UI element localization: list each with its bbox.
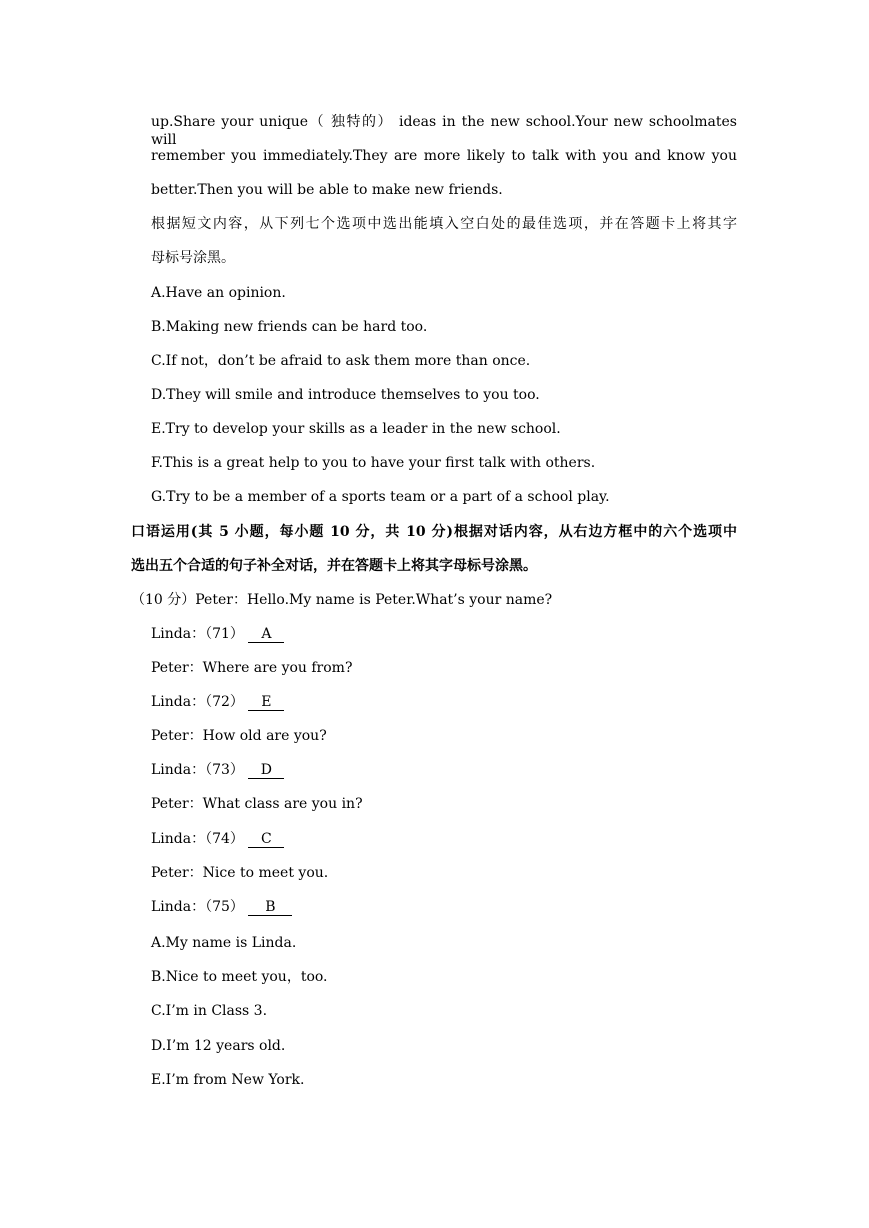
answer-blank: C: [248, 832, 284, 848]
passage-line-3: better.Then you will be able to make new friends.: [151, 182, 503, 198]
answer-blank: B: [248, 900, 292, 916]
dialogue-line-71: [151, 625, 284, 643]
reading-option-a: A.Have an opinion.: [151, 285, 286, 301]
dialogue-line-74: [151, 830, 284, 848]
answer-blank: E: [248, 695, 284, 711]
dialogue-option-a: A.My name is Linda.: [151, 935, 297, 951]
question-number: （75）: [205, 899, 244, 915]
dialogue-option-b: B.Nice to meet you，too.: [151, 969, 328, 985]
question-number: （73）: [205, 762, 244, 778]
dialogue-speaker: Linda：: [151, 626, 206, 642]
dialogue-option-e: E.I’m from New York.: [151, 1072, 305, 1088]
dialogue-intro: （10 分）Peter：Hello.My name is Peter.What’s your name?: [131, 592, 553, 608]
dialogue-option-d: D.I’m 12 years old.: [151, 1038, 286, 1054]
section-heading-line-2: 选出五个合适的句子补全对话，并在答题卡上将其字母标号涂黑。: [131, 558, 537, 574]
dialogue-line-peter-3: Peter：What class are you in?: [151, 796, 363, 812]
section-heading-line-1: 口语运用(其 5 小题，每小题 10 分，共 10 分)根据对话内容，从右边方框中的六个选项中: [131, 524, 737, 540]
dialogue-speaker: Linda：: [151, 831, 206, 847]
dialogue-line-75: [151, 898, 292, 916]
reading-option-d: D.They will smile and introduce themselves to you too.: [151, 387, 540, 403]
dialogue-option-c: C.I’m in Class 3.: [151, 1003, 268, 1019]
reading-option-g: G.Try to be a member of a sports team or a part of a school play.: [151, 489, 610, 505]
dialogue-line-73: [151, 761, 284, 779]
dialogue-speaker: Linda：: [151, 899, 206, 915]
dialogue-line-72: [151, 693, 284, 711]
instructions-line-1: 根据短文内容，从下列七个选项中选出能填入空白处的最佳选项，并在答题卡上将其字: [151, 216, 737, 232]
passage-line-2: remember you immediately.They are more likely to talk with you and know you: [151, 148, 737, 164]
question-number: （72）: [205, 694, 244, 710]
reading-option-e: E.Try to develop your skills as a leader in the new school.: [151, 421, 561, 437]
instructions-line-2: 母标号涂黑。: [151, 250, 235, 266]
reading-option-f: F.This is a great help to you to have your first talk with others.: [151, 455, 596, 471]
dialogue-line-peter-4: Peter：Nice to meet you.: [151, 865, 329, 881]
dialogue-speaker: Linda：: [151, 762, 206, 778]
reading-option-c: C.If not，don’t be afraid to ask them more than once.: [151, 353, 531, 369]
question-number: （71）: [205, 626, 244, 642]
passage-line-1: up.Share your unique（ 独特的） ideas in the new school.Your new schoolmates will: [151, 114, 737, 148]
answer-blank: D: [248, 763, 284, 779]
dialogue-line-peter-2: Peter：How old are you?: [151, 728, 327, 744]
dialogue-line-peter-1: Peter：Where are you from?: [151, 660, 353, 676]
dialogue-speaker: Linda：: [151, 694, 206, 710]
answer-blank: A: [248, 627, 284, 643]
question-number: （74）: [205, 831, 244, 847]
reading-option-b: B.Making new friends can be hard too.: [151, 319, 428, 335]
